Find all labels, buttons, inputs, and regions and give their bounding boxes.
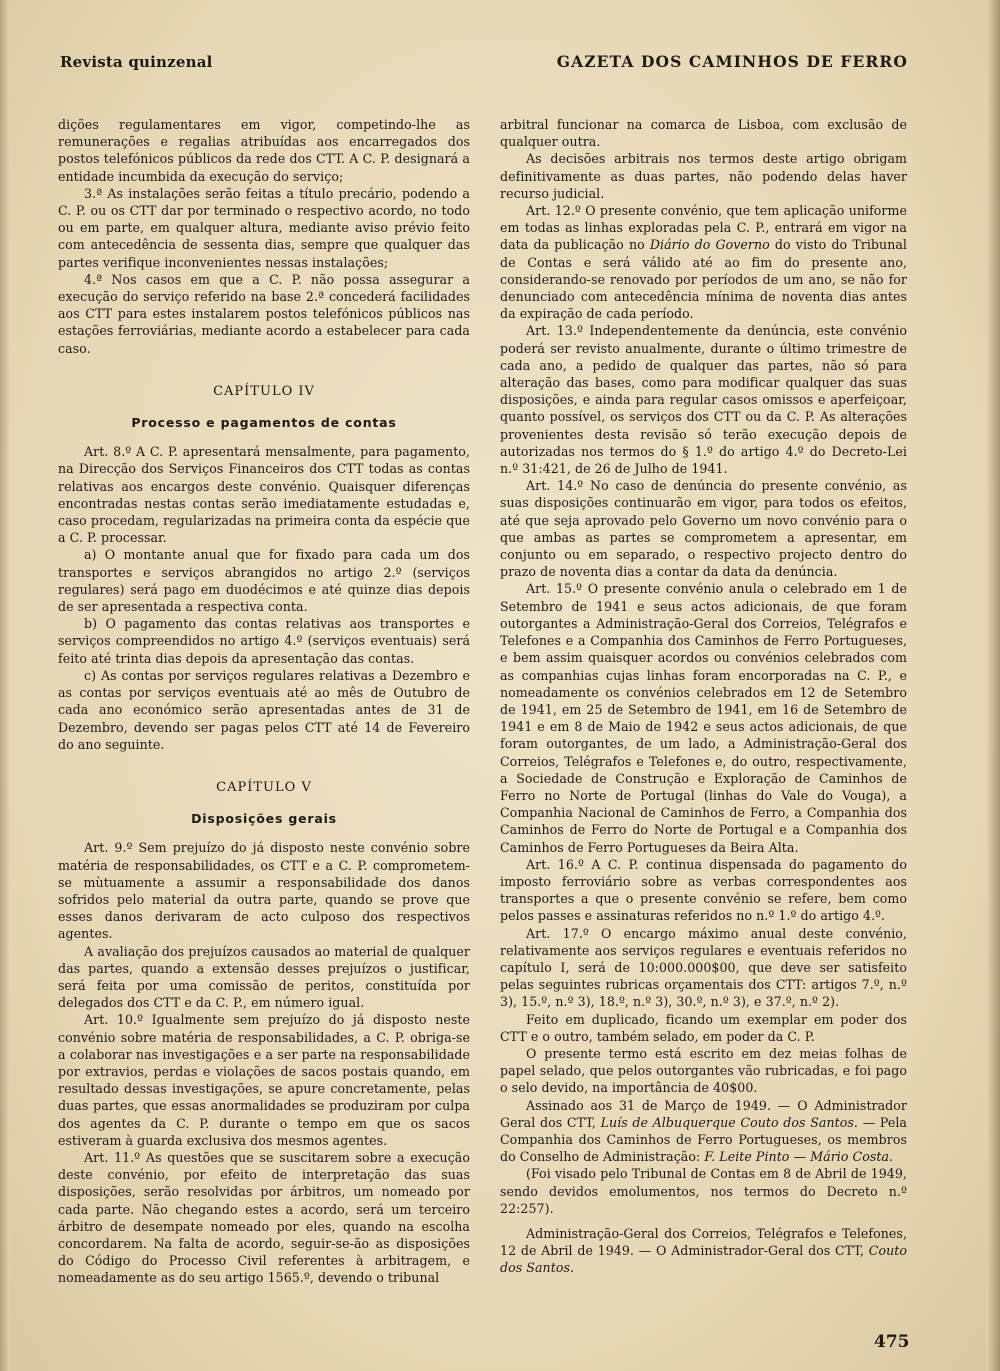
section-heading: Disposições gerais — [191, 811, 337, 827]
paragraph: 4.ª Nos casos em que a C. P. não possa assegurar a execução do serviço referido na base 2.ª concederá facilidades aos CTT para estes instalarem postos telefónicos públicos nas estações ferroviárias, mediante acordo a estabelecer para cada caso. — [58, 271, 470, 356]
paragraph: A avaliação dos prejuízos causados ao material de qualquer das partes, quando a extensão desses prejuízos o justificar, será feita por uma comissão de peritos, constituída por delegados dos CTT e da C. P., em número igual. — [58, 943, 470, 1011]
page-number: 475 — [874, 1332, 910, 1352]
paragraph — [500, 1097, 907, 1166]
paragraph: dições regulamentares em vigor, competindo-lhe as remunerações e regalias atribuídas aos encarregados dos postos telefónicos públicos da rede dos CTT. A C. P. designará a entidade incumbida da execução do serviço; — [58, 117, 470, 184]
paragraph: Art. 13.º Independentemente da denúncia, este convénio poderá ser revisto anualmente, durante o último trimestre de cada ano, a pedido de qualquer das partes, não só para alteração das bases, como para modificar qualquer das suas disposições, e ainda para regular casos omissos e aperfeiçoar, quanto possível, os serviços dos CTT ou da C. P. As alterações provenientes desta revisão só terão execução depois de autorizadas nos termos do § 1.º do artigo 4.º do Decreto-Lei n.º 31:421, de 26 de Julho de 1941. — [500, 323, 907, 477]
text-run: Administração-Geral dos Correios, Telégrafos e Telefones, 12 de Abril de 1949. — O Administrador-Geral dos CTT, — [500, 1226, 907, 1259]
header-publication-title: GAZETA DOS CAMINHOS DE FERRO — [556, 52, 908, 71]
paragraph: Art. 9.º Sem prejuízo do já disposto neste convénio sobre matéria de responsabilidades, os CTT e a C. P. comprometem-se mùtuamente a assumir a responsabilidade dos danos sofridos pelo material da outra parte, quando se prove que esses danos derivaram de acto culposo dos respectivos agentes. — [58, 840, 470, 942]
signatory-name: Luís de Albuquerque Couto dos Santos. — [600, 1114, 858, 1130]
paragraph: As decisões arbitrais nos termos deste artigo obrigam definitivamente as duas partes, não podendo delas haver recurso judicial. — [500, 151, 907, 201]
chapter-heading: CAPÍTULO IV — [213, 383, 315, 399]
section-heading: Processo e pagamentos de contas — [131, 415, 397, 431]
paragraph — [500, 202, 907, 322]
paragraph: Art. 16.º A C. P. continua dispensada do pagamento do imposto ferroviário sobre as verbas correspondentes aos transportes a que o presente convénio se refere, bem como pelos passes e assinaturas referidos no n.º 1.º do artigo 4.º. — [500, 856, 907, 924]
running-header — [60, 52, 908, 71]
paragraph — [500, 1225, 907, 1277]
paragraph: Art. 10.º Igualmente sem prejuízo do já disposto neste convénio sobre matéria de responsabilidades, a C. P. obriga-se a colaborar nas investigações e a ser parte na responsabilidade por extravios, perdas e violações de sacos postais quando, em resultado dessas investigações, se apure concretamente, pelas duas partes, que essas anormalidades se produziram por culpa dos agentes da C. P. durante o tempo em que os sacos estiveram à guarda exclusiva dos mesmos agentes. — [58, 1012, 470, 1148]
text-run: do visto do Tribunal de Contas e será válido até ao fim do presente ano, considerando-se renovado por períodos de um ano, se não for denunciado com antecedência mínima de noventa dias antes da expiração de cada período. — [500, 237, 908, 322]
left-column — [58, 116, 470, 1287]
paragraph: c) As contas por serviços regulares relativas a Dezembro e as contas por serviços eventuais até ao mês de Outubro de cada ano económico serão apresentadas antes de 31 de Dezembro, devendo ser pagas pelos CTT até 14 de Fevereiro do ano seguinte. — [58, 667, 470, 752]
page-edge-shadow-right — [986, 0, 1000, 1371]
page-edge-shadow-left — [0, 0, 10, 1371]
paragraph: Art. 17.º O encargo máximo anual deste convénio, relativamente aos serviços regulares e eventuais referidos no capítulo I, será de 10:000.000$00, que deve ser satisfeito pelas seguintes rubricas orçamentais dos CTT: artigos 7.º, n.º 3), 15.º, n.º 3), 18.º, n.º 3), 30.º, n.º 3), e 37.º, n.º 2). — [500, 925, 907, 1010]
text-run: — Pela Companhia dos Caminhos de Ferro Portugueses, os membros do Conselho de Administração: — [500, 1114, 907, 1165]
paragraph: a) O montante anual que for fixado para cada um dos transportes e serviços abrangidos no artigo 2.º (serviços regulares) será pago em duodécimos e até quinze dias depois de ser apresentada a respectiva conta. — [58, 547, 470, 615]
signatory-names: F. Leite Pinto — Mário Costa. — [704, 1149, 894, 1165]
chapter-heading: CAPÍTULO V — [216, 779, 312, 795]
paragraph: Art. 15.º O presente convénio anula o celebrado em 1 de Setembro de 1941 e seus actos adicionais, de que foram outorgantes a Administração-Geral dos Correios, Telégrafos e Telefones e a Companhia dos Caminhos de Ferro Portugueses, e bem assim quaisquer acordos ou convénios celebrados com as companhias cujas linhas foram encorporadas na C. P., e nomeadamente os convénios celebrados em 12 de Setembro de 1941, em 25 de Setembro de 1941, em 16 de Setembro de 1941 e em 8 de Maio de 1942 e seus actos adicionais, de que foram outorgantes, de um lado, a Administração-Geral dos Correios, Telégrafos e Telefones e, do outro, respectivamente, a Sociedade de Construção e Exploração de Caminhos de Ferro no Norte de Portugal (linhas do Vale do Vouga), a Companhia Nacional de Caminhos de Ferro, a Companhia dos Caminhos de Ferro do Norte de Portugal e a Companhia dos Caminhos de Ferro Portugueses da Beira Alta. — [500, 581, 907, 855]
right-column — [500, 116, 907, 1277]
spacer — [500, 1217, 907, 1225]
paragraph: O presente termo está escrito em dez meias folhas de papel selado, que pelos outorgantes vão rubricadas, e foi pago o selo devido, na importância de 40$00. — [500, 1045, 907, 1096]
paragraph: Art. 8.º A C. P. apresentará mensalmente, para pagamento, na Direcção dos Serviços Financeiros dos CTT todas as contas relativas aos encargos deste convénio. Quaisquer diferenças encontradas nestas contas serão imediatamente estudadas e, caso procedam, regularizadas na primeira conta da espécie que a C. P. processar. — [58, 444, 470, 546]
header-periodicity: Revista quinzenal — [60, 53, 213, 71]
paragraph: (Foi visado pelo Tribunal de Contas em 8 de Abril de 1949, sendo devidos emolumentos, nos termos do Decreto n.º 22:257). — [500, 1166, 907, 1216]
paragraph: b) O pagamento das contas relativas aos transportes e serviços compreendidos no artigo 4.º (serviços eventuais) será feito até trinta dias depois da apresentação das contas. — [58, 616, 470, 666]
paragraph: Art. 11.º As questões que se suscitarem sobre a execução deste convénio, por efeito de interpretação das suas disposições, serão resolvidas por árbitros, um nomeado por cada parte. Não chegando estes a acordo, será um terceiro árbitro de desempate nomeado por eles, quando na escolha concordarem. Na falta de acordo, seguir-se-ão as disposições do Código do Processo Civil referentes à arbitragem, e nomeadamente as do seu artigo 1565.º, devendo o tribunal — [58, 1149, 470, 1286]
paragraph: Feito em duplicado, ficando um exemplar em poder dos CTT e o outro, também selado, em poder da C. P. — [500, 1011, 907, 1044]
paragraph: 3.ª As instalações serão feitas a título precário, podendo a C. P. ou os CTT dar por terminado o respectivo acordo, no todo ou em parte, em qualquer altura, mediante aviso prévio feito com antecedência de sessenta dias, sempre que qualquer das partes verifique inconvenientes nessas instalações; — [58, 185, 470, 270]
paragraph: Art. 14.º No caso de denúncia do presente convénio, as suas disposições continuarão em vigor, para todos os efeitos, até que seja aprovado pelo Governo um novo convénio para o que ambas as partes se comprometem a apresentar, em conjunto ou em separado, o respectivo projecto dentro do prazo de noventa dias a contar da data da denúncia. — [500, 478, 907, 580]
signatory-name: Couto dos Santos. — [500, 1243, 907, 1276]
text-run: Assinado aos 31 de Março de 1949. — O Administrador Geral dos CTT, — [500, 1097, 907, 1130]
text-run: Art. 12.º O presente convénio, que tem aplicação uniforme em todas as linhas exploradas pela C. P., entrará em vigor na data da publicação no — [500, 203, 907, 253]
paragraph: arbitral funcionar na comarca de Lisboa, com exclusão de qualquer outra. — [500, 117, 907, 150]
italic-text: Diário do Governo — [649, 237, 770, 253]
